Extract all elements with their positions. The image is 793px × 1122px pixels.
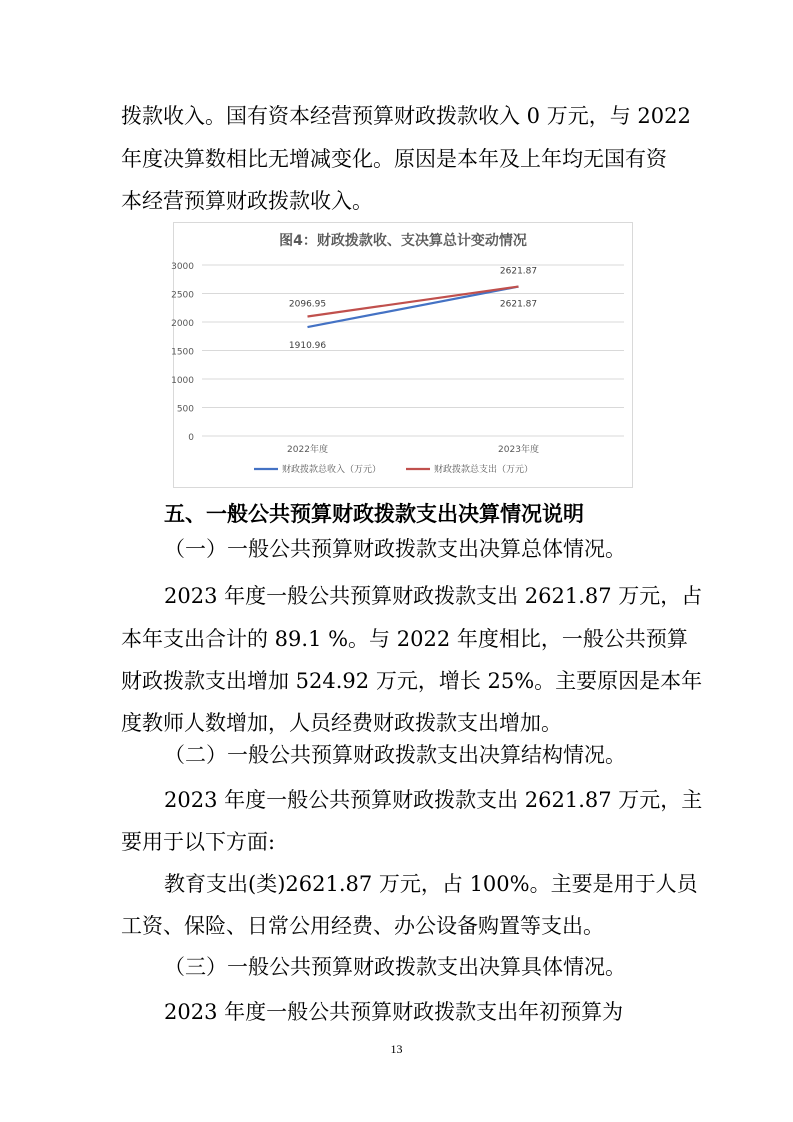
y-tick-label: 2500: [171, 290, 194, 301]
paragraph-line: 工资、保险、日常公用经费、办公设备购置等支出。: [121, 914, 604, 938]
paragraph-line: 2023 年度一般公共预算财政拨款支出 2621.87 万元，主: [164, 788, 703, 812]
y-tick-label: 3000: [171, 262, 194, 272]
legend-label: 财政拨款总收入（万元）: [282, 465, 382, 475]
y-tick-label: 0: [188, 433, 194, 443]
paragraph-line: 教育支出(类)2621.87 万元，占 100%。主要是用于人员: [164, 872, 698, 896]
subsection-heading: （一）一般公共预算财政拨款支出决算总体情况。: [164, 537, 626, 561]
y-tick-label: 500: [176, 404, 194, 415]
section-heading: 五、一般公共预算财政拨款支出决算情况说明: [164, 502, 584, 526]
chart-figure: [173, 222, 633, 488]
series-line: [308, 287, 519, 328]
x-tick-label: 2022年度: [287, 445, 328, 455]
paragraph-line: 要用于以下方面:: [121, 830, 276, 854]
paragraph-line: 2023 年度一般公共预算财政拨款支出 2621.87 万元，占: [164, 584, 703, 608]
paragraph-line: 2023 年度一般公共预算财政拨款支出年初预算为: [164, 1000, 624, 1024]
data-label: 2621.87: [499, 299, 538, 310]
paragraph-line: 年度决算数相比无增减变化。原因是本年及上年均无国有资: [121, 147, 667, 171]
paragraph-line: 本经营预算财政拨款收入。: [121, 189, 373, 213]
paragraph-line: 拨款收入。国有资本经营预算财政拨款收入 0 万元，与 2022: [121, 104, 691, 128]
y-tick-label: 1500: [171, 347, 194, 358]
page-number: 13: [390, 1042, 403, 1056]
paragraph-line: 财政拨款支出增加 524.92 万元，增长 25%。主要原因是本年: [121, 669, 703, 693]
x-tick-label: 2023年度: [498, 445, 539, 455]
data-label: 2621.87: [499, 266, 538, 277]
y-tick-label: 2000: [171, 319, 194, 329]
data-label: 1910.96: [288, 341, 327, 352]
data-label: 2096.95: [288, 299, 327, 310]
line-chart: [171, 223, 632, 487]
legend-label: 财政拨款总支出（万元）: [434, 465, 534, 475]
y-tick-label: 1000: [171, 376, 194, 386]
subsection-heading: （三）一般公共预算财政拨款支出决算具体情况。: [164, 955, 626, 979]
chart-title: 图4：财政拨款收、支决算总计变动情况: [279, 233, 527, 249]
paragraph-line: 本年支出合计的 89.1 %。与 2022 年度相比，一般公共预算: [121, 627, 688, 651]
series-line: [308, 287, 519, 317]
subsection-heading: （二）一般公共预算财政拨款支出决算结构情况。: [164, 743, 626, 767]
paragraph-line: 度教师人数增加，人员经费财政拨款支出增加。: [121, 711, 562, 735]
